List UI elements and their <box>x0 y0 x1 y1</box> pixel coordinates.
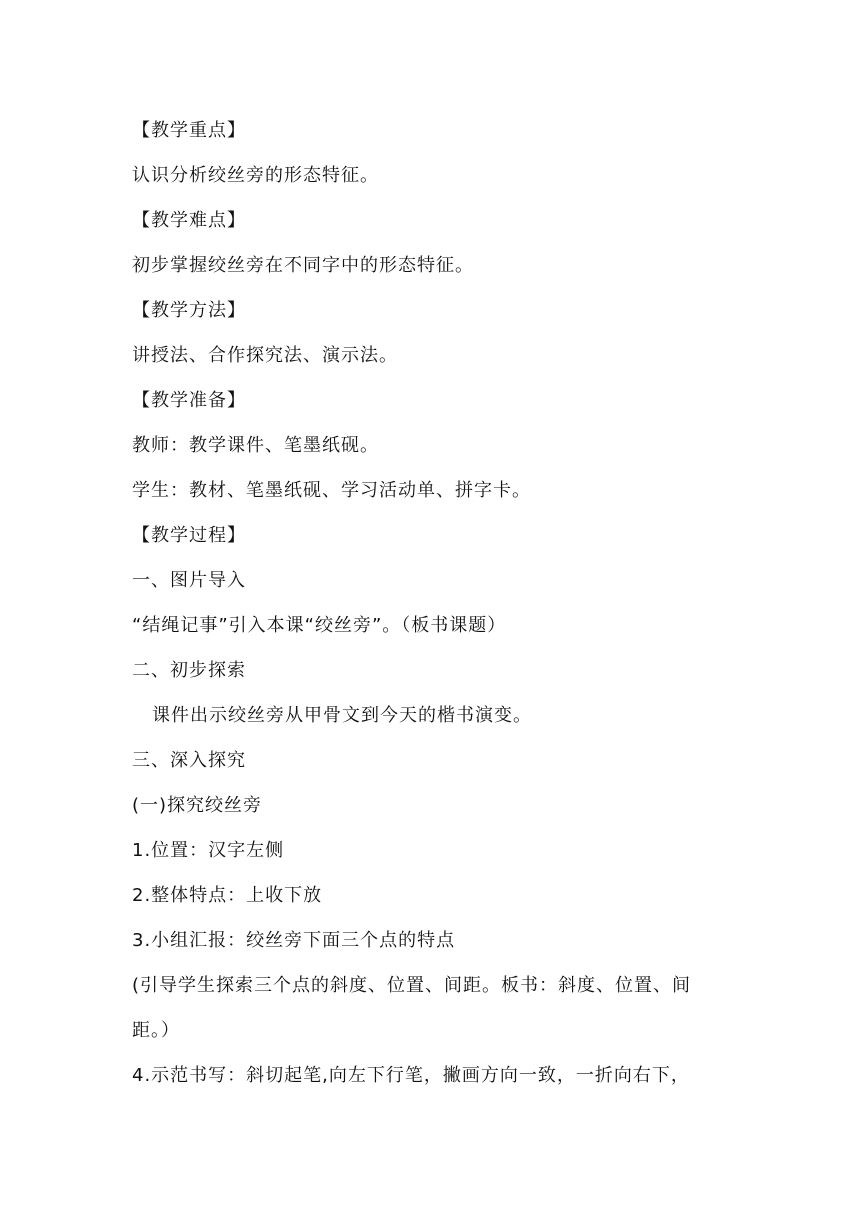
paragraph-guidance-line-1: (引导学生探索三个点的斜度、位置、间距。板书：斜度、位置、间 <box>132 975 692 996</box>
heading-teaching-difficulty: 【教学难点】 <box>132 210 246 231</box>
list-item-position: 1.位置：汉字左侧 <box>132 840 285 861</box>
document-body <box>132 108 742 1098</box>
heading-teaching-preparation: 【教学准备】 <box>132 390 246 411</box>
paragraph-guidance-line-2: 距。） <box>132 1020 180 1041</box>
paragraph-teaching-method: 讲授法、合作探究法、演示法。 <box>132 345 398 366</box>
section-deep-inquiry: 三、深入探究 <box>132 750 246 771</box>
paragraph-teaching-difficulty: 初步掌握绞丝旁在不同字中的形态特征。 <box>132 255 474 276</box>
list-item-group-report: 3.小组汇报：绞丝旁下面三个点的特点 <box>132 930 456 951</box>
list-item-overall-features: 2.整体特点：上收下放 <box>132 885 323 906</box>
section-image-introduction: 一、图片导入 <box>132 570 246 591</box>
paragraph-teaching-focus: 认识分析绞丝旁的形态特征。 <box>132 165 379 186</box>
subsection-explore-radical: (一)探究绞丝旁 <box>132 795 263 816</box>
heading-teaching-focus: 【教学重点】 <box>132 120 246 141</box>
section-initial-exploration: 二、初步探索 <box>132 660 246 681</box>
paragraph-student-preparation: 学生：教材、笔墨纸砚、学习活动单、拼字卡。 <box>132 480 531 501</box>
list-item-demonstration: 4.示范书写：斜切起笔,向左下行笔，撇画方向一致，一折向右下， <box>132 1065 690 1086</box>
paragraph-image-introduction: “结绳记事”引入本课“绞丝旁”。（板书课题） <box>132 615 507 636</box>
heading-teaching-process: 【教学过程】 <box>132 525 246 546</box>
heading-teaching-method: 【教学方法】 <box>132 300 246 321</box>
paragraph-teacher-preparation: 教师：教学课件、笔墨纸砚。 <box>132 435 379 456</box>
paragraph-initial-exploration: 课件出示绞丝旁从甲骨文到今天的楷书演变。 <box>152 705 532 726</box>
